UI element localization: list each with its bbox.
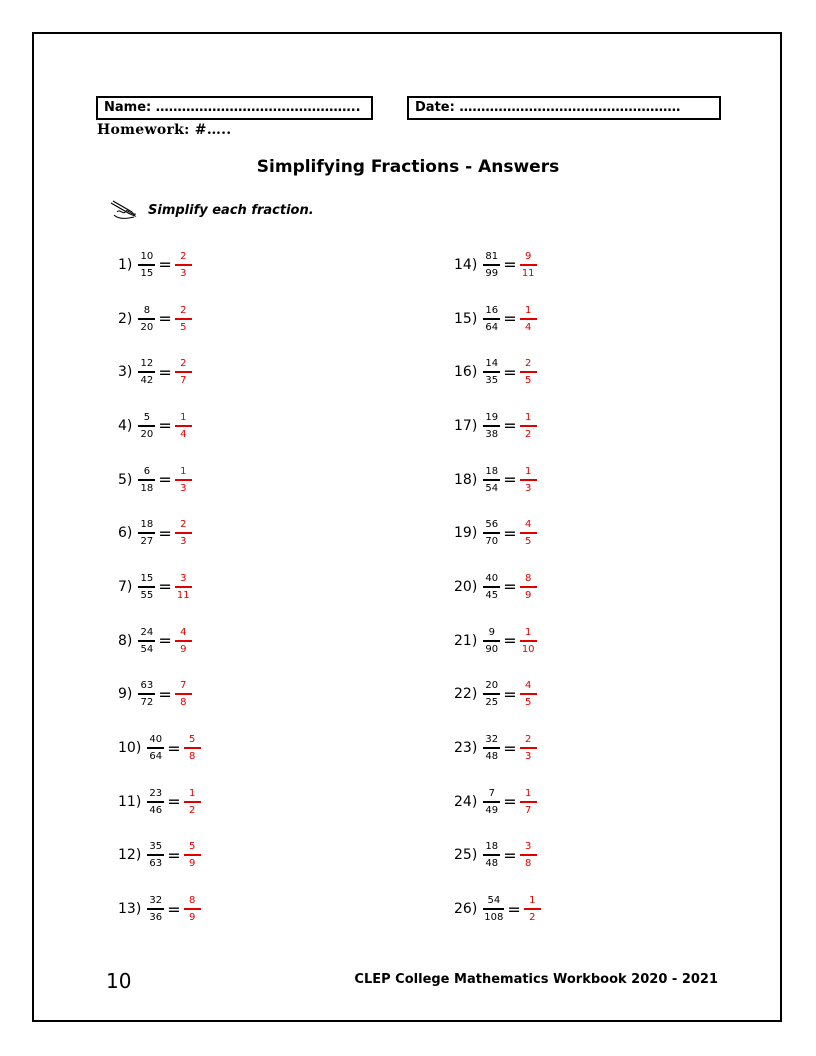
- problem-item: [118, 614, 201, 668]
- fraction-denominator: 72: [140, 697, 154, 709]
- fraction-denominator: 48: [485, 858, 499, 870]
- fraction-denominator: 64: [485, 321, 499, 333]
- equals-sign: =: [158, 470, 172, 490]
- answer-fraction-numerator: 1: [180, 465, 187, 477]
- answer-fraction-denominator: 8: [525, 858, 532, 870]
- fraction-numerator: 40: [149, 734, 163, 746]
- fraction-denominator: 45: [485, 589, 499, 601]
- fraction-numerator: 15: [140, 572, 154, 584]
- answer-fraction: [520, 627, 537, 655]
- fraction-numerator: 14: [485, 358, 499, 370]
- fraction-denominator: 108: [484, 912, 504, 924]
- answer-fraction-denominator: 5: [180, 321, 187, 333]
- answer-fraction-denominator: 3: [180, 536, 187, 548]
- problem-item: [454, 399, 541, 453]
- answer-fraction-numerator: 1: [525, 465, 532, 477]
- problem-number: 9): [118, 686, 133, 703]
- problem-number: 24): [454, 793, 478, 810]
- fraction: [138, 627, 155, 655]
- problem-number: 23): [454, 740, 478, 757]
- fraction-denominator: 90: [485, 643, 499, 655]
- problem-number: 19): [454, 525, 478, 542]
- book-title: CLEP College Mathematics Workbook 2020 - 2021: [354, 972, 718, 987]
- equals-sign: =: [167, 845, 181, 865]
- fraction-denominator: 38: [485, 428, 499, 440]
- fraction-numerator: 18: [485, 465, 499, 477]
- fraction-numerator: 63: [140, 680, 154, 692]
- answer-fraction-denominator: 10: [521, 643, 535, 655]
- answer-fraction-denominator: 2: [525, 428, 532, 440]
- fraction: [483, 519, 500, 547]
- answer-fraction-denominator: 3: [180, 482, 187, 494]
- pencil-writing-icon: [108, 200, 138, 220]
- answer-fraction: [175, 358, 192, 386]
- answer-fraction-numerator: 3: [525, 841, 532, 853]
- problem-item: [454, 292, 541, 346]
- problem-item: [118, 399, 201, 453]
- fraction-denominator: 27: [140, 536, 154, 548]
- fraction: [483, 734, 500, 762]
- answer-fraction-numerator: 1: [525, 626, 532, 638]
- answer-fraction: [175, 680, 192, 708]
- problem-number: 5): [118, 471, 133, 488]
- answer-fraction-numerator: 8: [189, 895, 196, 907]
- fraction: [138, 573, 155, 601]
- equals-sign: =: [503, 792, 517, 812]
- problem-number: 8): [118, 632, 133, 649]
- problem-item: [118, 238, 201, 292]
- fraction: [483, 895, 504, 923]
- answer-fraction: [184, 788, 201, 816]
- answer-fraction: [520, 251, 537, 279]
- fraction-denominator: 55: [140, 589, 154, 601]
- fraction-denominator: 20: [140, 428, 154, 440]
- equals-sign: =: [503, 255, 517, 275]
- problems-column-right: [454, 238, 541, 936]
- fraction: [138, 466, 155, 494]
- page-title: Simplifying Fractions - Answers: [256, 157, 560, 177]
- equals-sign: =: [158, 523, 172, 543]
- answer-fraction-denominator: 5: [525, 375, 532, 387]
- equals-sign: =: [167, 899, 181, 919]
- answer-fraction: [524, 895, 541, 923]
- problem-item: [118, 829, 201, 883]
- answer-fraction-numerator: 4: [525, 680, 532, 692]
- problem-number: 7): [118, 578, 133, 595]
- equals-sign: =: [158, 416, 172, 436]
- page-number: 10: [106, 969, 132, 993]
- problem-number: 10): [118, 740, 142, 757]
- answer-fraction-denominator: 7: [180, 375, 187, 387]
- equals-sign: =: [503, 684, 517, 704]
- fraction: [138, 305, 155, 333]
- problem-item: [118, 292, 201, 346]
- fraction-numerator: 24: [140, 626, 154, 638]
- fraction: [147, 841, 164, 869]
- fraction-denominator: 20: [140, 321, 154, 333]
- fraction-numerator: 16: [485, 304, 499, 316]
- fraction: [138, 251, 155, 279]
- problem-number: 16): [454, 364, 478, 381]
- fraction: [483, 305, 500, 333]
- answer-fraction: [175, 412, 192, 440]
- answer-fraction: [520, 412, 537, 440]
- answer-fraction-denominator: 3: [525, 482, 532, 494]
- problem-item: [454, 560, 541, 614]
- answer-fraction-numerator: 8: [525, 572, 532, 584]
- fraction-denominator: 70: [485, 536, 499, 548]
- problem-item: [118, 668, 201, 722]
- fraction-denominator: 42: [140, 375, 154, 387]
- answer-fraction: [520, 519, 537, 547]
- fraction: [147, 734, 164, 762]
- answer-fraction: [520, 734, 537, 762]
- answer-fraction: [175, 519, 192, 547]
- fraction-numerator: 7: [488, 787, 495, 799]
- fraction-numerator: 8: [143, 304, 151, 316]
- fraction-numerator: 9: [488, 626, 495, 638]
- answer-fraction-denominator: 9: [189, 858, 196, 870]
- answer-fraction-denominator: 5: [525, 536, 532, 548]
- fraction-numerator: 6: [143, 465, 151, 477]
- answer-fraction-numerator: 7: [180, 680, 187, 692]
- problem-item: [454, 721, 541, 775]
- problem-item: [454, 829, 541, 883]
- fraction-numerator: 56: [485, 519, 499, 531]
- answer-fraction-numerator: 1: [189, 787, 196, 799]
- answer-fraction: [184, 734, 201, 762]
- answer-fraction: [520, 841, 537, 869]
- problem-number: 17): [454, 417, 478, 434]
- fraction-numerator: 81: [485, 250, 499, 262]
- fraction-denominator: 54: [140, 643, 154, 655]
- equals-sign: =: [158, 362, 172, 382]
- fraction-denominator: 99: [485, 267, 499, 279]
- answer-fraction-denominator: 4: [525, 321, 532, 333]
- answer-fraction-numerator: 2: [180, 304, 187, 316]
- answer-fraction-numerator: 5: [189, 734, 196, 746]
- problem-number: 18): [454, 471, 478, 488]
- answer-fraction: [175, 573, 192, 601]
- fraction-numerator: 5: [143, 411, 151, 423]
- fraction-denominator: 48: [485, 751, 499, 763]
- problem-item: [454, 775, 541, 829]
- equals-sign: =: [158, 255, 172, 275]
- fraction: [483, 627, 500, 655]
- fraction: [483, 466, 500, 494]
- fraction-denominator: 18: [140, 482, 154, 494]
- problem-number: 4): [118, 417, 133, 434]
- answer-fraction-numerator: 4: [180, 626, 187, 638]
- answer-fraction-numerator: 1: [529, 895, 536, 907]
- answer-fraction-denominator: 2: [529, 912, 536, 924]
- answer-fraction-denominator: 3: [180, 267, 187, 279]
- problem-item: [118, 453, 201, 507]
- homework-label: Homework: #…..: [97, 122, 232, 138]
- fraction-numerator: 20: [485, 680, 499, 692]
- answer-fraction-numerator: 1: [525, 304, 532, 316]
- fraction: [138, 412, 155, 440]
- answer-fraction-numerator: 1: [180, 411, 187, 423]
- answer-fraction: [175, 251, 192, 279]
- answer-fraction-numerator: 4: [525, 519, 532, 531]
- answer-fraction: [175, 305, 192, 333]
- answer-fraction-numerator: 2: [180, 358, 187, 370]
- answer-fraction-denominator: 9: [525, 589, 532, 601]
- answer-fraction: [520, 466, 537, 494]
- equals-sign: =: [503, 416, 517, 436]
- answer-fraction-denominator: 11: [176, 589, 190, 601]
- answer-fraction: [520, 358, 537, 386]
- answer-fraction-denominator: 9: [180, 643, 187, 655]
- equals-sign: =: [503, 631, 517, 651]
- fraction-numerator: 12: [140, 358, 154, 370]
- fraction-denominator: 49: [485, 804, 499, 816]
- problem-number: 12): [118, 847, 142, 864]
- equals-sign: =: [503, 577, 517, 597]
- problem-number: 25): [454, 847, 478, 864]
- problem-number: 13): [118, 901, 142, 918]
- problem-number: 1): [118, 256, 133, 273]
- fraction: [483, 251, 500, 279]
- fraction-denominator: 25: [485, 697, 499, 709]
- answer-fraction: [520, 680, 537, 708]
- fraction-denominator: 15: [140, 267, 154, 279]
- name-field[interactable]: Name: ………………………………………..: [96, 96, 373, 120]
- answer-fraction: [520, 573, 537, 601]
- problem-number: 22): [454, 686, 478, 703]
- problem-number: 20): [454, 578, 478, 595]
- answer-fraction-numerator: 2: [180, 250, 187, 262]
- answer-fraction-numerator: 1: [525, 411, 532, 423]
- answer-fraction: [184, 841, 201, 869]
- fraction-denominator: 46: [149, 804, 163, 816]
- equals-sign: =: [503, 845, 517, 865]
- fraction: [483, 573, 500, 601]
- equals-sign: =: [158, 577, 172, 597]
- answer-fraction-numerator: 5: [189, 841, 196, 853]
- answer-fraction: [175, 627, 192, 655]
- fraction: [147, 788, 164, 816]
- problem-item: [454, 238, 541, 292]
- fraction: [138, 358, 155, 386]
- equals-sign: =: [503, 523, 517, 543]
- fraction-denominator: 36: [149, 912, 163, 924]
- equals-sign: =: [507, 899, 521, 919]
- answer-fraction: [175, 466, 192, 494]
- answer-fraction-numerator: 1: [525, 787, 532, 799]
- problem-number: 14): [454, 256, 478, 273]
- answer-fraction-denominator: 4: [180, 428, 187, 440]
- answer-fraction-denominator: 5: [525, 697, 532, 709]
- problem-number: 2): [118, 310, 133, 327]
- answer-fraction-denominator: 8: [189, 751, 196, 763]
- fraction-numerator: 54: [487, 895, 501, 907]
- equals-sign: =: [158, 309, 172, 329]
- answer-fraction-denominator: 11: [521, 267, 535, 279]
- problem-item: [118, 560, 201, 614]
- problem-item: [118, 721, 201, 775]
- fraction: [138, 680, 155, 708]
- fraction: [483, 788, 500, 816]
- problem-number: 11): [118, 793, 142, 810]
- answer-fraction: [184, 895, 201, 923]
- problem-item: [454, 506, 541, 560]
- problem-item: [454, 614, 541, 668]
- equals-sign: =: [503, 309, 517, 329]
- fraction-numerator: 32: [149, 895, 163, 907]
- problem-number: 21): [454, 632, 478, 649]
- fraction-numerator: 35: [149, 841, 163, 853]
- answer-fraction-numerator: 2: [525, 358, 532, 370]
- fraction: [483, 412, 500, 440]
- answer-fraction-denominator: 7: [525, 804, 532, 816]
- fraction-denominator: 64: [149, 751, 163, 763]
- answer-fraction-numerator: 2: [525, 734, 532, 746]
- problem-number: 26): [454, 901, 478, 918]
- problems-column-left: [118, 238, 201, 936]
- equals-sign: =: [158, 631, 172, 651]
- problem-number: 15): [454, 310, 478, 327]
- answer-fraction-denominator: 2: [189, 804, 196, 816]
- fraction-numerator: 32: [485, 734, 499, 746]
- fraction: [483, 680, 500, 708]
- problem-item: [118, 506, 201, 560]
- fraction: [138, 519, 155, 547]
- fraction-denominator: 54: [485, 482, 499, 494]
- equals-sign: =: [167, 738, 181, 758]
- fraction-numerator: 18: [140, 519, 154, 531]
- answer-fraction: [520, 788, 537, 816]
- answer-fraction-denominator: 3: [525, 751, 532, 763]
- fraction: [483, 358, 500, 386]
- answer-fraction-numerator: 9: [525, 250, 532, 262]
- answer-fraction: [520, 305, 537, 333]
- fraction-denominator: 63: [149, 858, 163, 870]
- problem-item: [454, 668, 541, 722]
- instruction: [108, 198, 314, 222]
- problem-item: [118, 882, 201, 936]
- equals-sign: =: [158, 684, 172, 704]
- fraction: [483, 841, 500, 869]
- equals-sign: =: [503, 362, 517, 382]
- equals-sign: =: [503, 738, 517, 758]
- answer-fraction-numerator: 3: [180, 572, 187, 584]
- answer-fraction-numerator: 2: [180, 519, 187, 531]
- problem-item: [454, 882, 541, 936]
- fraction-numerator: 19: [485, 411, 499, 423]
- instruction-text: Simplify each fraction.: [148, 202, 314, 218]
- problem-item: [454, 453, 541, 507]
- problem-item: [118, 775, 201, 829]
- answer-fraction-denominator: 8: [180, 697, 187, 709]
- fraction-denominator: 35: [485, 375, 499, 387]
- answer-fraction-denominator: 9: [189, 912, 196, 924]
- problem-number: 6): [118, 525, 133, 542]
- equals-sign: =: [503, 470, 517, 490]
- fraction-numerator: 18: [485, 841, 499, 853]
- fraction-numerator: 10: [140, 250, 154, 262]
- fraction-numerator: 23: [149, 787, 163, 799]
- fraction-numerator: 40: [485, 572, 499, 584]
- problem-item: [118, 345, 201, 399]
- problem-item: [454, 345, 541, 399]
- equals-sign: =: [167, 792, 181, 812]
- fraction: [147, 895, 164, 923]
- problem-number: 3): [118, 364, 133, 381]
- date-field[interactable]: Date: ……………………………………………: [407, 96, 721, 120]
